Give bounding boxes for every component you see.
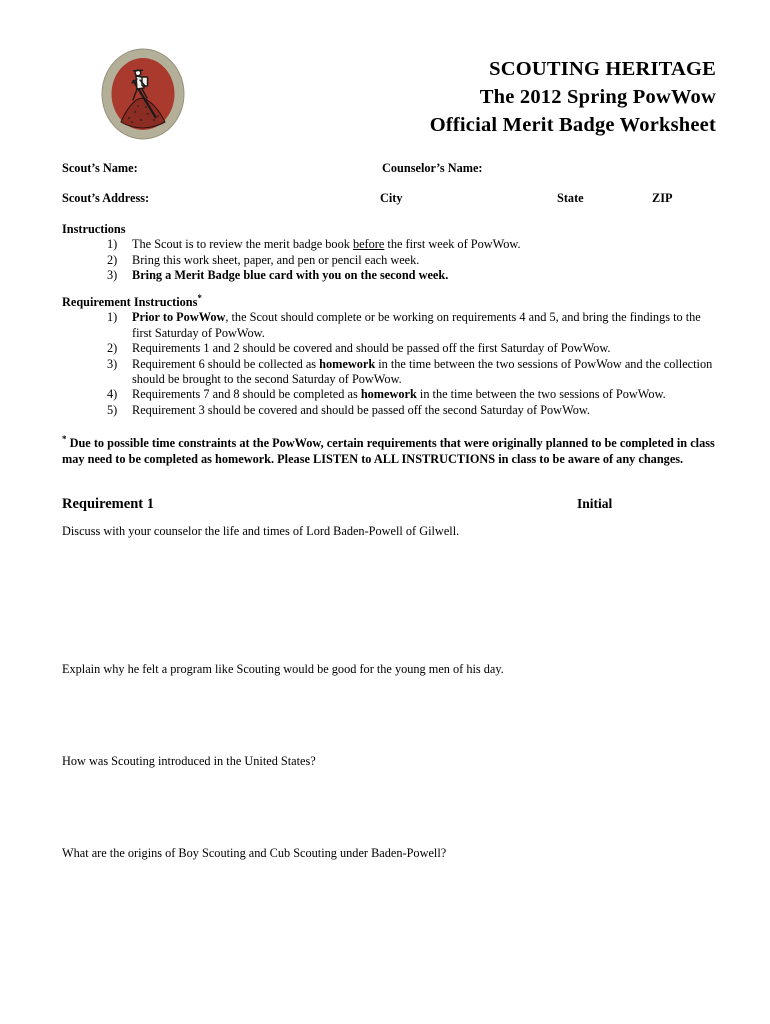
answer-space-1[interactable] <box>62 545 715 657</box>
title-line-2: The 2012 Spring PowWow <box>479 86 716 108</box>
counselor-name-field[interactable] <box>495 158 715 176</box>
heading-asterisk: * <box>197 292 202 303</box>
list-text <box>132 357 715 388</box>
list-text: Requirement 3 should be covered and should be passed off the second Saturday of PowWow. <box>132 402 590 417</box>
time-constraints-note <box>62 433 715 467</box>
list-text <box>132 237 715 252</box>
requirement-instructions-heading <box>62 292 715 310</box>
state-label: State <box>557 191 584 205</box>
requirement-instruction-item <box>62 403 715 418</box>
zip-label: ZIP <box>652 191 673 205</box>
requirement-instruction-item <box>62 341 715 356</box>
state-field[interactable] <box>593 188 643 206</box>
question-4: What are the origins of Boy Scouting and Cub Scouting under Baden-Powell? <box>62 846 447 860</box>
city-label: City <box>380 191 403 205</box>
note-text: Due to possible time constraints at the PowWow, certain requirements that were originally planned to be completed in class may need to be completed as homework. Please LISTEN to ALL INSTRUCTIONS in class to be aware of any changes. <box>62 436 715 466</box>
city-field[interactable] <box>412 188 547 206</box>
hiker-badge-icon <box>101 48 185 140</box>
list-text <box>132 387 715 402</box>
instructions-heading: Instructions <box>62 222 126 236</box>
list-text: Requirements 1 and 2 should be covered and should be passed off the first Saturday of PowWow. <box>132 341 611 356</box>
question-3: How was Scouting introduced in the United States? <box>62 754 316 768</box>
counselor-name-label: Counselor’s Name: <box>382 161 483 175</box>
requirement-instructions-heading-text: Requirement Instructions <box>62 295 198 309</box>
question-2: Explain why he felt a program like Scouting would be good for the young men of his day. <box>62 662 504 676</box>
list-number: 3) <box>107 356 118 371</box>
instruction-1-underlined: before <box>352 237 385 252</box>
req-instr-4-bold: homework <box>360 387 417 402</box>
requirement-instructions-section <box>62 292 715 418</box>
req-instr-4-pre: Requirements 7 and 8 should be completed as <box>132 387 361 402</box>
list-number: 5) <box>107 402 118 417</box>
requirement-1-heading: Requirement 1 <box>62 496 154 512</box>
initial-label: Initial <box>577 496 613 511</box>
note-asterisk: * <box>62 433 67 444</box>
document-title <box>430 55 716 139</box>
req-instr-3-post: in the time between the two sessions of PowWow and the collection should be brought to the second Saturday of PowWow. <box>132 356 713 387</box>
scout-address-field[interactable] <box>168 188 373 206</box>
requirement-instruction-item <box>62 387 715 402</box>
req-instr-1-bold: Prior to PowWow <box>132 310 226 325</box>
question-1: Discuss with your counselor the life and times of Lord Baden-Powell of Gilwell. <box>62 524 460 538</box>
requirement-instruction-item <box>62 310 715 341</box>
scout-name-label: Scout’s Name: <box>62 161 138 175</box>
instruction-item <box>62 268 715 283</box>
scout-name-field[interactable] <box>152 158 377 176</box>
merit-badge-emblem <box>101 48 185 140</box>
req-instr-1-post: , the Scout should complete or be working on requirements 4 and 5, and bring the findings to the first Saturday of PowWow. <box>132 310 701 340</box>
instruction-item <box>62 253 715 268</box>
instructions-section <box>62 222 715 284</box>
list-number: 1) <box>107 310 118 325</box>
req-instr-3-pre: Requirement 6 should be collected as <box>132 356 320 371</box>
title-line-3: Official Merit Badge Worksheet <box>429 114 716 136</box>
scout-address-label: Scout’s Address: <box>62 191 150 205</box>
instruction-item <box>62 237 715 252</box>
list-text: Bring this work sheet, paper, and pen or pencil each week. <box>132 252 420 267</box>
initial-field[interactable] <box>620 492 715 514</box>
requirement-instruction-item <box>62 357 715 388</box>
answer-space-3[interactable] <box>62 775 715 841</box>
answer-space-4[interactable] <box>62 867 715 947</box>
list-text: Bring a Merit Badge blue card with you on the second week. <box>132 268 449 283</box>
list-number: 1) <box>107 237 118 252</box>
req-instr-4-post: in the time between the two sessions of PowWow. <box>416 387 666 402</box>
list-number: 3) <box>107 268 118 283</box>
list-number: 4) <box>107 387 118 402</box>
answer-space-2[interactable] <box>62 683 715 749</box>
instruction-1-pre: The Scout is to review the merit badge book <box>132 237 353 252</box>
list-text <box>132 310 715 341</box>
list-number: 2) <box>107 252 118 267</box>
requirement-1-header <box>62 496 715 518</box>
title-line-1: SCOUTING HERITAGE <box>489 58 716 80</box>
list-number: 2) <box>107 341 118 356</box>
instruction-1-post: the first week of PowWow. <box>384 237 521 252</box>
zip-field[interactable] <box>678 188 715 206</box>
req-instr-3-bold: homework <box>319 356 376 371</box>
